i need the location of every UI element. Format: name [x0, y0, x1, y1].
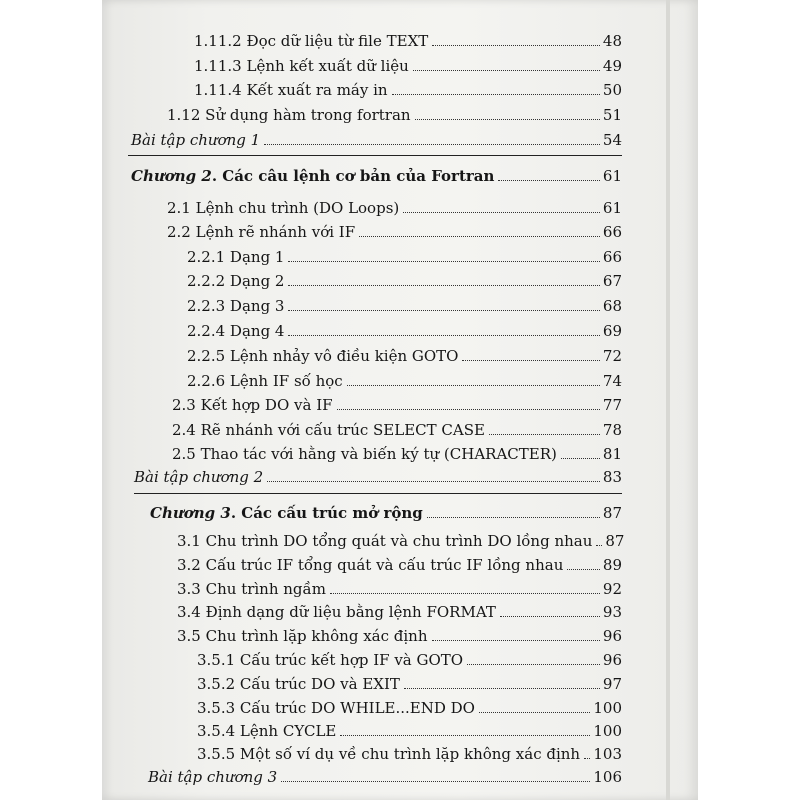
toc-entry-3-5-5	[197, 743, 622, 763]
dot-leader	[462, 360, 599, 361]
toc-label: Bài tập chương 3	[148, 768, 278, 786]
toc-page: 81	[602, 445, 622, 463]
dot-leader	[347, 385, 600, 386]
toc-entry-2-2-3	[187, 295, 622, 315]
toc-label: 2.4 Rẽ nhánh với cấu trúc SELECT CASE	[172, 421, 485, 439]
dot-leader	[596, 545, 602, 546]
dot-leader	[432, 640, 600, 641]
dot-leader	[498, 180, 600, 181]
toc-page: 87	[602, 504, 622, 522]
dot-leader	[340, 735, 590, 736]
toc-page: 61	[602, 167, 622, 185]
toc-label: 2.5 Thao tác với hằng và biến ký tự (CHARACTER)	[172, 445, 557, 463]
toc-label: 2.2.1 Dạng 1	[187, 248, 285, 266]
toc-entry-2-5	[172, 443, 622, 463]
toc-label: 2.2.3 Dạng 3	[187, 297, 285, 315]
toc-entry-3-1	[177, 530, 625, 550]
toc-entry-2-3	[172, 394, 622, 414]
dot-leader	[432, 45, 600, 46]
dot-leader	[264, 144, 600, 145]
chapter-name: . Các câu lệnh cơ bản của Fortran	[211, 167, 495, 185]
toc-entry-1-11-3	[194, 55, 622, 75]
toc-entry-3-5-2	[197, 673, 622, 693]
dot-leader	[330, 593, 600, 594]
dot-leader	[288, 285, 599, 286]
toc-page: 77	[602, 396, 622, 414]
toc-label: 2.2 Lệnh rẽ nhánh với IF	[167, 223, 356, 241]
chapter-name: . Các cấu trúc mở rộng	[230, 504, 423, 522]
toc-page: 74	[602, 372, 622, 390]
toc-chapter-3	[150, 502, 622, 522]
dot-leader	[392, 94, 600, 95]
dot-leader	[337, 409, 600, 410]
toc-entry-3-2	[177, 554, 622, 574]
toc-page: 83	[602, 468, 622, 486]
toc-page: 66	[602, 223, 622, 241]
toc-label: 2.2.6 Lệnh IF số học	[187, 372, 343, 390]
dot-leader	[467, 664, 600, 665]
toc-page: 103	[593, 745, 622, 763]
toc-page: 51	[602, 106, 622, 124]
dot-leader	[415, 119, 600, 120]
dot-leader	[288, 335, 599, 336]
dot-leader	[267, 481, 600, 482]
toc-entry-3-5-4	[197, 720, 622, 740]
toc-page: 66	[602, 248, 622, 266]
toc-label: 1.11.4 Kết xuất ra máy in	[194, 81, 388, 99]
toc-page: 89	[602, 556, 622, 574]
toc-entry-1-11-2	[194, 30, 622, 50]
toc-page: 67	[602, 272, 622, 290]
dot-leader	[567, 569, 600, 570]
toc-entry-3-5-1	[197, 649, 622, 669]
dot-leader	[288, 261, 599, 262]
toc-label: 3.2 Cấu trúc IF tổng quát và cấu trúc IF lồng nhau	[177, 556, 564, 574]
toc-label: 3.3 Chu trình ngầm	[177, 580, 326, 598]
toc-label: 3.5.2 Cấu trúc DO và EXIT	[197, 675, 400, 693]
toc-entry-2-2-5	[187, 345, 622, 365]
toc-entry-3-5-3	[197, 697, 622, 717]
toc-entry-1-12	[167, 104, 622, 124]
toc-exercises-ch3	[148, 766, 622, 786]
chapter-number: Chương 2	[131, 167, 212, 185]
toc-label: 2.2.4 Dạng 4	[187, 322, 285, 340]
toc-label: 3.5 Chu trình lặp không xác định	[177, 627, 428, 645]
toc-exercises-ch1	[131, 129, 622, 149]
toc-label: 2.1 Lệnh chu trình (DO Loops)	[167, 199, 400, 217]
toc-label: Bài tập chương 2	[134, 468, 264, 486]
toc-entry-2-2-2	[187, 270, 622, 290]
toc-page: 72	[602, 347, 622, 365]
toc-chapter-title	[150, 504, 423, 522]
toc-page: 69	[602, 322, 622, 340]
toc-page: 78	[602, 421, 622, 439]
toc-entry-3-4	[177, 601, 622, 621]
toc-entry-3-5	[177, 625, 622, 645]
toc-entry-2-2	[167, 221, 622, 241]
toc-exercises-ch2	[134, 466, 622, 486]
toc-page: 93	[602, 603, 622, 621]
dot-leader	[404, 688, 600, 689]
toc-page: 92	[602, 580, 622, 598]
toc-label: 3.5.5 Một số ví dụ về chu trình lặp không xác định	[197, 745, 581, 763]
dot-leader	[403, 212, 600, 213]
toc-page: 106	[593, 768, 622, 786]
toc-chapter-title	[131, 167, 494, 185]
dot-leader	[413, 70, 600, 71]
toc-label: 2.3 Kết hợp DO và IF	[172, 396, 333, 414]
toc-entry-2-2-6	[187, 370, 622, 390]
toc-label: 3.5.1 Cấu trúc kết hợp IF và GOTO	[197, 651, 464, 669]
toc-chapter-2	[131, 165, 622, 185]
toc-label: 3.4 Định dạng dữ liệu bằng lệnh FORMAT	[177, 603, 496, 621]
toc-page: 61	[602, 199, 622, 217]
toc-label: 1.12 Sử dụng hàm trong fortran	[167, 106, 411, 124]
toc-entry-2-4	[172, 419, 622, 439]
toc-label: 3.5.4 Lệnh CYCLE	[197, 722, 337, 740]
toc-entry-1-11-4	[194, 79, 622, 99]
toc-page: 87	[605, 532, 625, 550]
dot-leader	[359, 236, 600, 237]
toc-page: 68	[602, 297, 622, 315]
divider	[128, 155, 622, 156]
toc-label: 3.1 Chu trình DO tổng quát và chu trình DO lồng nhau	[177, 532, 593, 550]
toc-label: 1.11.3 Lệnh kết xuất dữ liệu	[194, 57, 409, 75]
toc-page: 96	[602, 651, 622, 669]
dot-leader	[584, 758, 590, 759]
dot-leader	[281, 781, 590, 782]
dot-leader	[479, 712, 590, 713]
divider	[134, 493, 622, 494]
toc-entry-2-2-4	[187, 320, 622, 340]
toc-page: 97	[602, 675, 622, 693]
toc-page: 48	[602, 32, 622, 50]
dot-leader	[427, 517, 600, 518]
chapter-number: Chương 3	[150, 504, 231, 522]
toc-page: 100	[593, 722, 622, 740]
toc-label: 2.2.2 Dạng 2	[187, 272, 285, 290]
dot-leader	[500, 616, 600, 617]
toc-label: Bài tập chương 1	[131, 131, 261, 149]
toc-label: 2.2.5 Lệnh nhảy vô điều kiện GOTO	[187, 347, 459, 365]
toc-page: 50	[602, 81, 622, 99]
toc-label: 1.11.2 Đọc dữ liệu từ file TEXT	[194, 32, 429, 50]
toc-page: 96	[602, 627, 622, 645]
dot-leader	[489, 434, 600, 435]
toc-entry-2-1	[167, 197, 622, 217]
toc-page: 100	[593, 699, 622, 717]
toc-entry-2-2-1	[187, 246, 622, 266]
dot-leader	[561, 458, 600, 459]
dot-leader	[288, 310, 599, 311]
toc-page: 49	[602, 57, 622, 75]
toc-label: 3.5.3 Cấu trúc DO WHILE...END DO	[197, 699, 475, 717]
toc-page: 54	[602, 131, 622, 149]
toc-entry-3-3	[177, 578, 622, 598]
